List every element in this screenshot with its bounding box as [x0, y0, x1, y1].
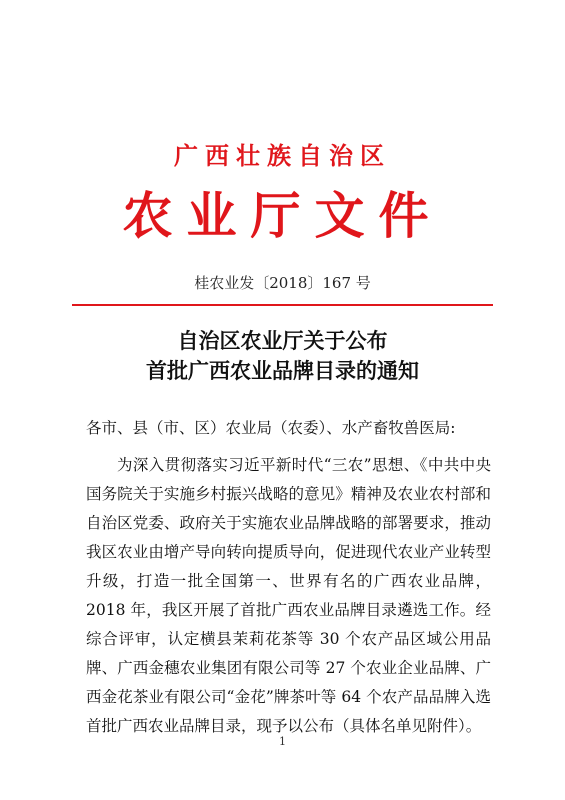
page-number: 1	[279, 735, 286, 748]
document-number: 桂农业发〔2018〕167 号	[194, 274, 371, 292]
body-paragraph: 为深入贯彻落实习近平新时代“三农”思想、《中共中央国务院关于实施乡村振兴战略的意见》精神及农业农村部和自治区党委、政府关于实施农业品牌战略的部署要求，推动我区农业由增产导向转向提质导向，促进现代农业产业转型升级，打造一批全国第一、世界有名的广西农业品牌， 2018 年，我区开展了首批广西农业品牌目录遴选工作。经综合评审，认定横县茉莉花茶等 30 个农产品区域公用品牌、广西金穗农业集团有限公司等 27 个农业企业品牌、广西金花茶业有限公司“金花”牌茶叶等 64 个农产品品牌入选首批广西农业品牌目录，现予以公布（具体名单见附件）。	[86, 456, 491, 735]
document-type-heading: 农业厅文件	[122, 186, 443, 245]
notice-title-line2: 首批广西农业品牌目录的通知	[146, 358, 419, 383]
red-divider-line	[72, 304, 493, 306]
addressee-line: 各市、县（市、区）农业局（农委）、水产畜牧兽医局:	[86, 419, 456, 437]
issuer-name: 广西壮族自治区	[174, 141, 391, 170]
notice-title-line1: 自治区农业厅关于公布	[177, 328, 388, 353]
notice-title	[0, 326, 565, 386]
